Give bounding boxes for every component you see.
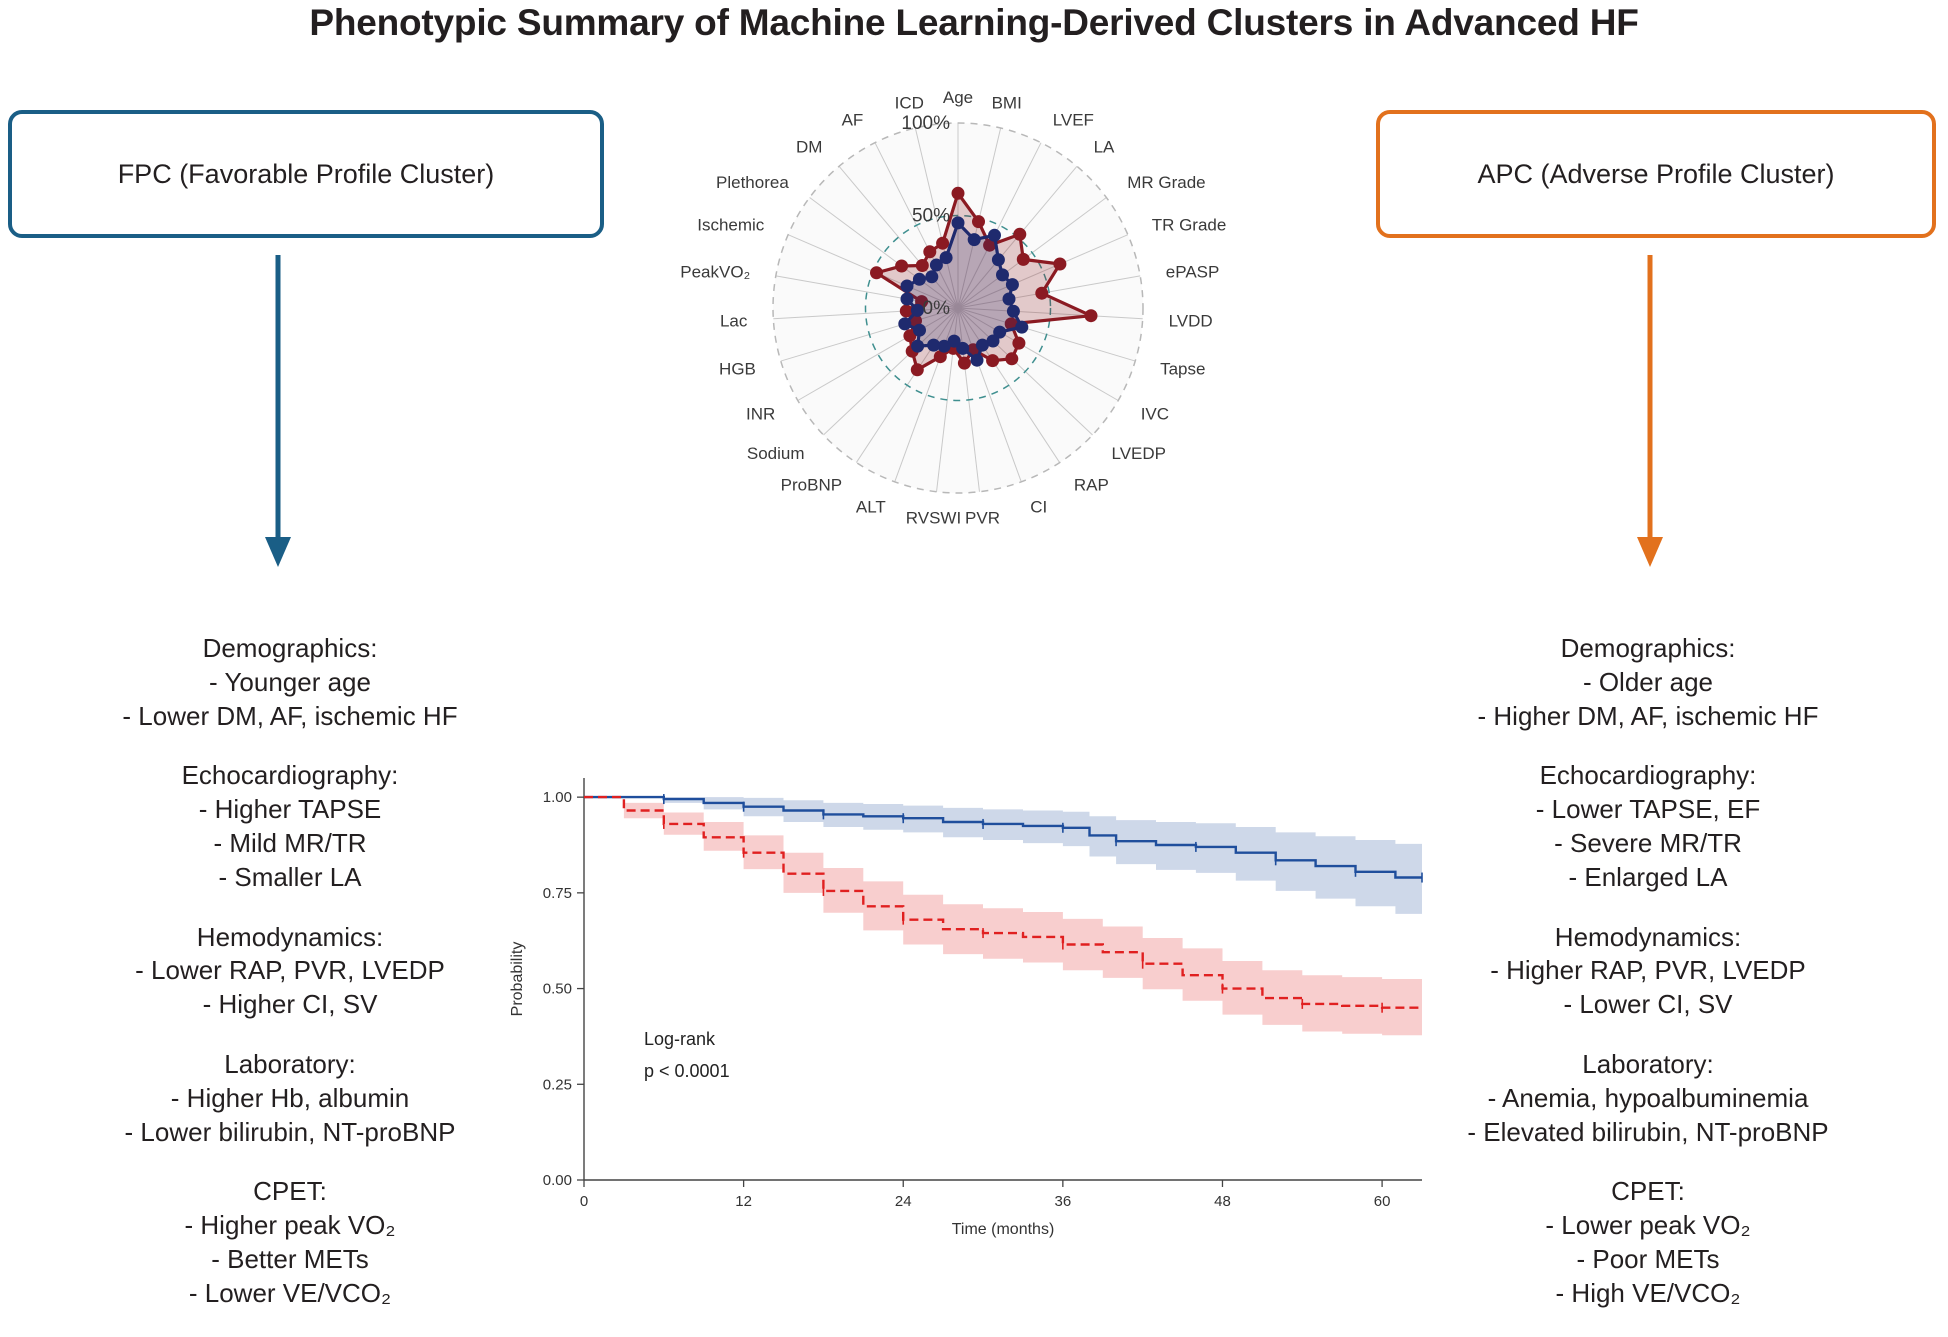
section-line: - Lower DM, AF, ischemic HF	[122, 700, 458, 731]
section-heading: Echocardiography:	[181, 760, 399, 791]
svg-text:60: 60	[1373, 1193, 1391, 1210]
svg-text:ICD: ICD	[894, 93, 924, 113]
favorable-section	[10, 759, 570, 894]
svg-text:MR Grade: MR Grade	[1127, 173, 1206, 192]
svg-text:PVR: PVR	[965, 508, 1000, 528]
section-heading: CPET:	[1611, 1176, 1685, 1207]
section-line: - Higher RAP, PVR, LVEDP	[1490, 955, 1806, 986]
section-line: - Older age	[1582, 666, 1714, 697]
section-line: - Poor METs	[1576, 1243, 1720, 1274]
svg-text:LA: LA	[1093, 137, 1115, 157]
svg-text:0.75: 0.75	[542, 884, 572, 902]
svg-text:PeakVO₂: PeakVO₂	[680, 262, 751, 282]
section-line: - Severe MR/TR	[1554, 827, 1742, 858]
adverse-section	[1368, 759, 1928, 894]
svg-text:HGB: HGB	[719, 359, 756, 379]
svg-text:DM: DM	[795, 137, 823, 157]
svg-text:RAP: RAP	[1073, 475, 1109, 495]
svg-text:Age: Age	[942, 88, 974, 107]
svg-text:0: 0	[579, 1193, 589, 1210]
section-heading: Hemodynamics:	[196, 921, 384, 952]
section-heading: Laboratory:	[1582, 1048, 1714, 1079]
adverse-section	[1368, 921, 1928, 1022]
section-line: - Higher TAPSE	[198, 794, 382, 825]
svg-text:BMI: BMI	[991, 93, 1022, 113]
section-line: - Higher CI, SV	[202, 989, 378, 1020]
svg-text:0.50: 0.50	[542, 980, 572, 998]
svg-text:0.25: 0.25	[542, 1076, 572, 1094]
svg-text:LVDD: LVDD	[1168, 311, 1213, 331]
section-line: - Better METs	[211, 1243, 369, 1274]
section-line: - Enlarged LA	[1568, 861, 1728, 892]
favorable-section	[10, 1175, 570, 1310]
favorable-cluster-box	[8, 110, 604, 238]
adverse-cluster-label: APC (Adverse Profile Cluster)	[1477, 158, 1835, 189]
section-heading: Echocardiography:	[1539, 760, 1757, 791]
section-line: - Anemia, hypoalbuminemia	[1487, 1082, 1809, 1113]
section-line: - Higher peak VO₂	[184, 1210, 396, 1241]
favorable-down-arrow-icon	[258, 255, 298, 580]
svg-text:Time (months): Time (months)	[951, 1221, 1055, 1238]
section-line: - Lower CI, SV	[1563, 989, 1733, 1020]
svg-text:36: 36	[1054, 1193, 1072, 1210]
section-line: - Higher DM, AF, ischemic HF	[1477, 700, 1819, 731]
section-line: - Lower bilirubin, NT-proBNP	[124, 1116, 456, 1147]
radar-chart	[588, 48, 1328, 618]
section-heading: Demographics:	[202, 633, 378, 663]
svg-text:ePASP: ePASP	[1165, 262, 1220, 282]
svg-text:0.00: 0.00	[542, 1172, 572, 1189]
svg-text:48: 48	[1214, 1193, 1231, 1210]
adverse-section	[1368, 632, 1928, 733]
page-title: Phenotypic Summary of Machine Learning-Derived Clusters in Advanced HF	[309, 2, 1639, 43]
svg-text:p < 0.0001: p < 0.0001	[644, 1061, 730, 1081]
svg-text:IVC: IVC	[1140, 404, 1170, 424]
section-line: - Younger age	[209, 666, 371, 697]
section-line: - Higher Hb, albumin	[170, 1082, 410, 1113]
svg-text:100%: 100%	[901, 113, 950, 134]
svg-text:INR: INR	[746, 404, 776, 424]
svg-text:Probability: Probability	[509, 941, 526, 1017]
svg-text:ALT: ALT	[855, 497, 886, 517]
favorable-section	[10, 632, 570, 733]
favorable-cluster-label: FPC (Favorable Profile Cluster)	[117, 158, 495, 189]
favorable-section	[10, 921, 570, 1022]
section-line: - Lower TAPSE, EF	[1535, 794, 1761, 825]
favorable-section	[10, 1048, 570, 1149]
adverse-summary-text	[1368, 632, 1928, 1337]
favorable-summary-text	[10, 632, 570, 1337]
section-line: - Mild MR/TR	[213, 827, 367, 858]
section-line: - Lower RAP, PVR, LVEDP	[135, 955, 445, 986]
svg-text:ProBNP: ProBNP	[780, 475, 843, 495]
svg-text:Log-rank: Log-rank	[644, 1029, 716, 1049]
section-heading: Hemodynamics:	[1554, 921, 1742, 952]
section-line: - Elevated bilirubin, NT-proBNP	[1467, 1116, 1829, 1147]
svg-text:Ischemic: Ischemic	[697, 215, 765, 235]
svg-text:TR Grade: TR Grade	[1151, 215, 1227, 235]
section-heading: Demographics:	[1560, 633, 1736, 663]
svg-text:12: 12	[735, 1193, 752, 1210]
svg-text:0%: 0%	[922, 298, 950, 319]
section-line: - High VE/VCO₂	[1555, 1277, 1741, 1308]
adverse-cluster-box	[1376, 110, 1936, 238]
svg-text:Plethorea: Plethorea	[716, 173, 789, 192]
svg-text:CI: CI	[1030, 497, 1048, 517]
svg-text:Sodium: Sodium	[746, 443, 805, 463]
adverse-section	[1368, 1175, 1928, 1310]
section-heading: CPET:	[253, 1176, 327, 1207]
section-heading: Laboratory:	[224, 1048, 356, 1079]
adverse-down-arrow-icon	[1630, 255, 1670, 580]
section-line: - Smaller LA	[218, 861, 362, 892]
svg-text:Lac: Lac	[719, 311, 748, 331]
svg-text:RVSWI: RVSWI	[905, 508, 962, 528]
svg-text:AF: AF	[841, 110, 864, 130]
svg-text:LVEDP: LVEDP	[1111, 443, 1166, 463]
kaplan-meier-chart	[492, 760, 1442, 1260]
section-line: - Lower peak VO₂	[1545, 1210, 1751, 1241]
svg-text:1.00: 1.00	[542, 789, 572, 807]
svg-text:LVEF: LVEF	[1052, 110, 1094, 130]
adverse-section	[1368, 1048, 1928, 1149]
svg-text:Tapse: Tapse	[1160, 359, 1206, 379]
svg-text:50%: 50%	[911, 205, 950, 227]
svg-text:24: 24	[894, 1193, 912, 1210]
section-line: - Lower VE/VCO₂	[188, 1277, 392, 1308]
